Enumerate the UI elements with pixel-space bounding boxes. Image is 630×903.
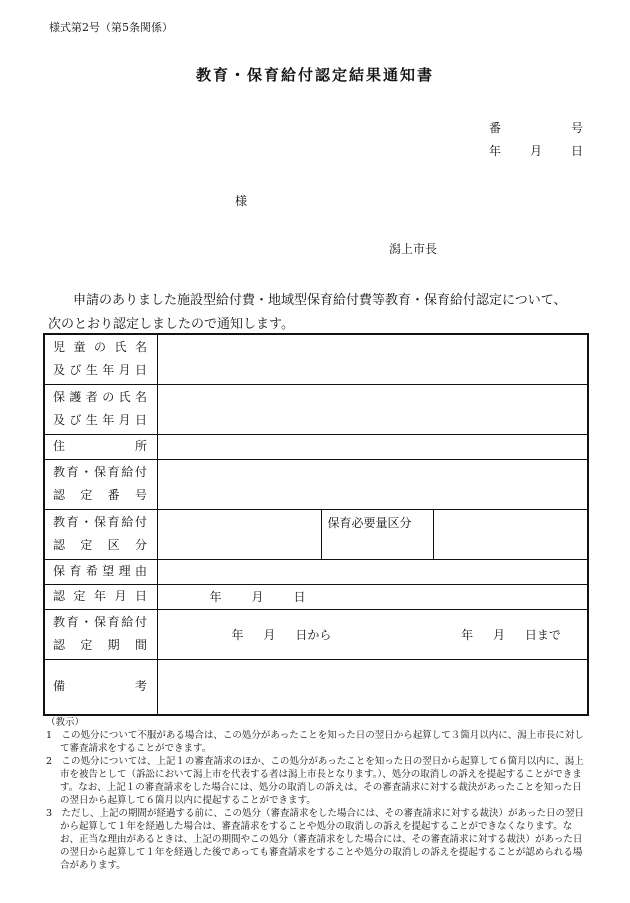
note-item-3: 3 ただし、上記の期間が経過する前に、この処分（審査請求をした場合には、その審査請求に対する裁決）があった日の翌日から起算して１年を経過した場合は、審査請求をすることや処分の取消しの訴えを提起することができなくなります。なお、正当な理由があるときは、上記の期間やこの処分（審査請求をした場合には、その審査請求に対する裁決）があった日の翌日から起算して１年を経過した後であっても審査請求をすることや処分の取消しの訴えを提起することが認められる場合があります。 (46, 808, 584, 871)
notes-heading: （教示） (46, 717, 85, 728)
date-day: 日 (570, 144, 583, 158)
cert-date-label: 認定年月日 (44, 584, 157, 609)
childcare-need-value[interactable] (433, 509, 588, 559)
note-item-1: 1 この処分について不服がある場合は、この処分があったことを知った日の翌日から起算して３箇月以内に、潟上市長に対して審査請求をすることができます。 (46, 730, 584, 754)
row-period (44, 609, 588, 659)
intro-text (48, 289, 596, 337)
period-from-year: 年 (231, 627, 244, 642)
childcare-need-label: 保育必要量区分 (321, 509, 433, 559)
date-year: 年 (489, 144, 502, 158)
cert-number-value[interactable] (157, 459, 588, 509)
guardian-value[interactable] (157, 384, 588, 434)
cert-number-label: 教育・保育給付 認定番号 (44, 459, 157, 509)
child-value[interactable] (157, 334, 588, 384)
period-label: 教育・保育給付 認定期間 (44, 609, 157, 659)
period-to-year: 年 (461, 627, 474, 642)
remarks-label: 備 考 (44, 659, 157, 715)
period-value (157, 609, 588, 659)
row-cert-date (44, 584, 588, 609)
row-child (44, 334, 588, 384)
document-number (489, 119, 583, 136)
cert-date-day: 日 (293, 590, 306, 604)
cert-category-label: 教育・保育給付 認定区分 (44, 509, 157, 559)
number-suffix: 号 (570, 121, 583, 135)
form-number: 様式第2号（第5条関係） (49, 21, 173, 34)
row-cert-number (44, 459, 588, 509)
cert-category-value[interactable] (157, 509, 321, 559)
issuer: 潟上市長 (389, 242, 438, 256)
document-date (489, 142, 583, 159)
row-remarks (44, 659, 588, 715)
row-reason (44, 559, 588, 584)
cert-date-year: 年 (209, 590, 222, 604)
intro-line-2: 次のとおり認定しましたので通知します。 (48, 317, 294, 332)
number-label: 番 (489, 121, 502, 135)
remarks-value[interactable] (157, 659, 588, 715)
cert-date-value (157, 584, 588, 609)
period-from-month: 月 (263, 627, 276, 642)
note-item-2: 2 この処分については、上記１の審査請求のほか、この処分があったことを知った日の翌日から起算して６箇月以内に、潟上市を被告として（訴訟において潟上市を代表する者は潟上市長となります。）、処分の取消しの訴えを提起することができます。なお、上記１の審査請求をした場合には、処分の取消しの訴えは、その審査請求に対する裁決があったことを知った日の翌日から起算して６箇月以内に提起することができます。 (46, 756, 584, 806)
certification-table (43, 333, 589, 716)
row-guardian (44, 384, 588, 434)
intro-line-1: 申請のありました施設型給付費・地域型保育給付費等教育・保育給付認定について、 (73, 293, 567, 308)
period-from-day: 日から (295, 627, 332, 642)
row-address (44, 434, 588, 459)
instructions-notes (46, 716, 586, 872)
row-cert-category (44, 509, 588, 559)
address-label: 住 所 (44, 434, 157, 459)
addressee: 様 (235, 194, 248, 208)
period-to-day: 日まで (524, 627, 561, 642)
cert-date-month: 月 (251, 590, 264, 604)
date-month: 月 (529, 144, 542, 158)
child-label: 児童の氏名 及び生年月日 (44, 334, 157, 384)
document-title: 教育・保育給付認定結果通知書 (195, 66, 434, 84)
address-value[interactable] (157, 434, 588, 459)
guardian-label: 保護者の氏名 及び生年月日 (44, 384, 157, 434)
reason-label: 保育希望理由 (44, 559, 157, 584)
reason-value[interactable] (157, 559, 588, 584)
period-to-month: 月 (493, 627, 506, 642)
